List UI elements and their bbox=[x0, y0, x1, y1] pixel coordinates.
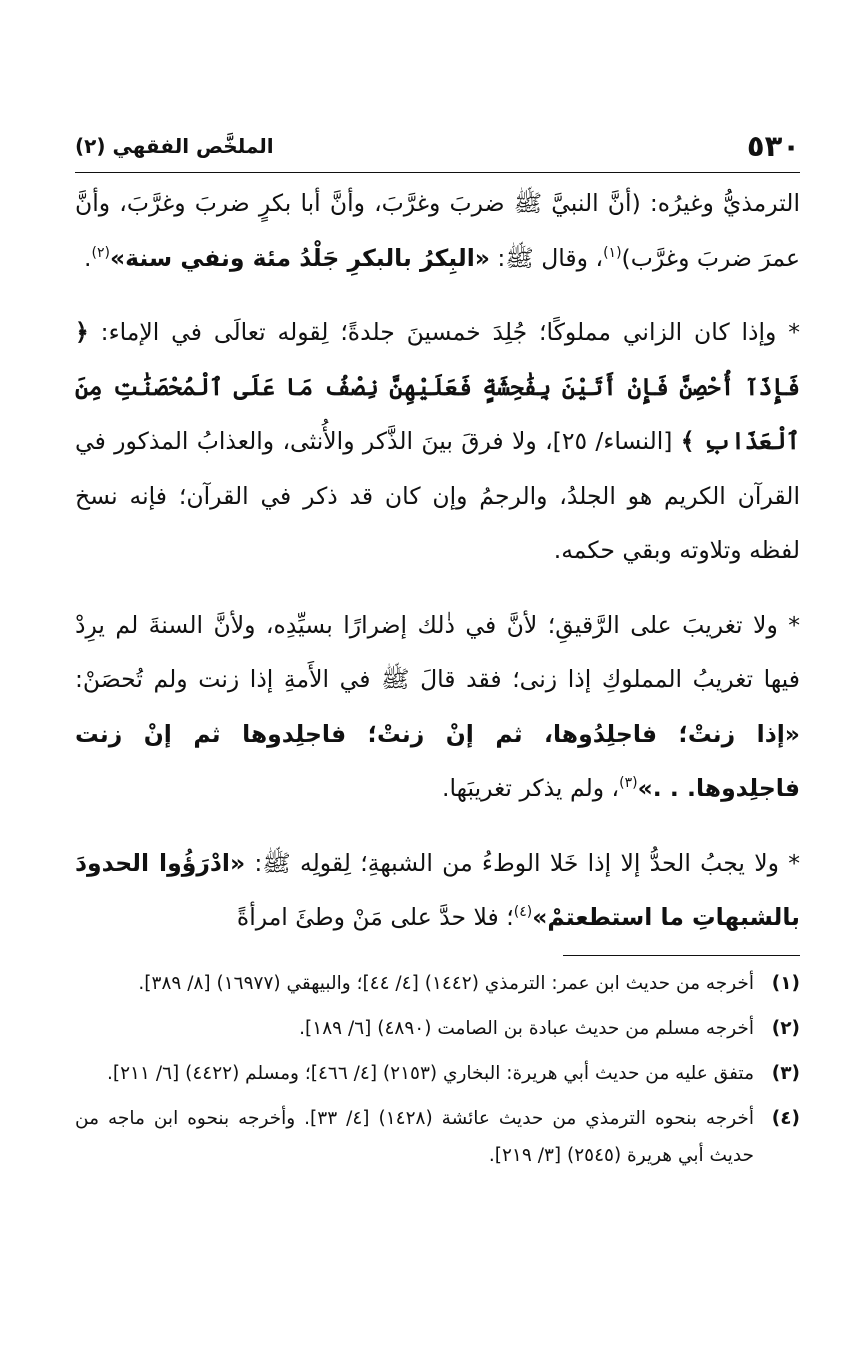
quran-verse: ﴿ فَإِذَآ أُحْصِنَّ فَإِنْ أَتَيْنَ بِفَٰحِشَةٍ فَعَلَيْهِنَّ نِصْفُ مَا عَلَى ٱلْمُحْصَنَٰتِ مِنَ ٱلْعَذَابِ ﴾ bbox=[75, 318, 800, 455]
paragraph-3 bbox=[75, 598, 800, 816]
paragraph-3-text-b: ، ولم يذكر تغريبَها. bbox=[442, 774, 620, 802]
footnote-1 bbox=[75, 965, 800, 1002]
book-title: الملخَّص الفقهي (٢) bbox=[75, 134, 274, 158]
main-text bbox=[75, 176, 800, 945]
footnote-number: (٤) bbox=[771, 1108, 800, 1129]
paragraph-4 bbox=[75, 836, 800, 945]
running-head bbox=[75, 124, 800, 168]
paragraph-4-text-b: ؛ فلا حدَّ على مَنْ وطئَ امرأةً bbox=[236, 903, 514, 931]
paragraph-1 bbox=[75, 176, 800, 285]
footnote-number: (٢) bbox=[771, 1018, 800, 1039]
hadith-quote-3: «ادْرَؤُوا الحدودَ بالشبهاتِ ما استطعتمْ» bbox=[75, 848, 800, 931]
footnotes bbox=[75, 965, 800, 1182]
paragraph-1-text-c: . bbox=[84, 243, 92, 272]
footnote-4 bbox=[75, 1100, 800, 1174]
footnote-3 bbox=[75, 1055, 800, 1092]
footnote-number: (٣) bbox=[771, 1063, 800, 1084]
footnote-ref-4: (٤) bbox=[513, 904, 533, 921]
footnote-text: أخرجه مسلم من حديث عبادة بن الصامت (٤٨٩٠) [٦/ ١٨٩]. bbox=[299, 1018, 754, 1039]
footnote-number: (١) bbox=[771, 973, 800, 994]
paragraph-4-text-a: * ولا يجبُ الحدُّ إلا إذا خَلا الوطءُ من الشبهةِ؛ لِقولِه ﷺ: bbox=[245, 848, 800, 877]
hadith-quote-2: «إذا زنتْ؛ فاجلِدُوها، ثم إنْ زنتْ؛ فاجلِدوها ثم إنْ زنت فاجلِدوها. . .» bbox=[75, 719, 800, 802]
hadith-quote-1: «البِكرُ بالبكرِ جَلْدُ مئة ونفي سنة» bbox=[110, 243, 490, 272]
footnote-ref-1: (١) bbox=[603, 244, 622, 261]
paragraph-3-text-a: * ولا تغريبَ على الرَّقيقِ؛ لأنَّ في ذٰلك إضرارًا بسيِّدِه، ولأنَّ السنةَ لم يرِدْ فيها تغريبُ المملوكِ إذا زنى؛ فقد قالَ ﷺ في الأَمةِ إذا زنت ولم تُحصَنْ: bbox=[75, 610, 800, 693]
paragraph-1-text-b: ، وقال ﷺ: bbox=[489, 243, 604, 272]
footnote-divider bbox=[563, 955, 800, 956]
paragraph-2-text-a: * وإذا كان الزاني مملوكًا؛ جُلِدَ خمسينَ جلدةً؛ لِقوله تعالَى في الإماء: bbox=[88, 318, 800, 346]
paragraph-1-text-a: الترمذيُّ وغيرُه: (أنَّ النبيَّ ﷺ ضربَ وغرَّبَ، وأنَّ أبا بكرٍ ضربَ وغرَّبَ، وأنَّ عمرَ ضربَ وغرَّب) bbox=[75, 189, 800, 272]
header-divider bbox=[75, 172, 800, 173]
footnote-text: متفق عليه من حديث أبي هريرة: البخاري (٢١٥٣) [٤/ ٤٦٦]؛ ومسلم (٤٤٢٢) [٦/ ٢١١]. bbox=[107, 1063, 754, 1084]
footnote-text: أخرجه بنحوه الترمذي من حديث عائشة (١٤٢٨) [٤/ ٣٣]. وأخرجه بنحوه ابن ماجه من حديث أبي هريرة (٢٥٤٥) [٣/ ٢١٩]. bbox=[75, 1108, 754, 1166]
paragraph-2-text-b: [النساء/ ٢٥]، ولا فرقَ بينَ الذَّكر والأُنثى، والعذابُ المذكور في القرآن الكريم هو الجلدُ، والرجمُ وإن كان قد ذكر في القرآن؛ فإنه نسخ لفظه وتلاوته وبقي حكمه. bbox=[75, 427, 800, 564]
footnote-2 bbox=[75, 1010, 800, 1047]
footnote-ref-3: (٣) bbox=[619, 775, 638, 792]
paragraph-2 bbox=[75, 305, 800, 578]
footnote-text: أخرجه من حديث ابن عمر: الترمذي (١٤٤٢) [٤/ ٤٤]؛ والبيهقي (١٦٩٧٧) [٨/ ٣٨٩]. bbox=[138, 973, 754, 994]
footnote-ref-2: (٢) bbox=[91, 244, 110, 261]
page-number: ٥٣٠ bbox=[746, 129, 800, 163]
